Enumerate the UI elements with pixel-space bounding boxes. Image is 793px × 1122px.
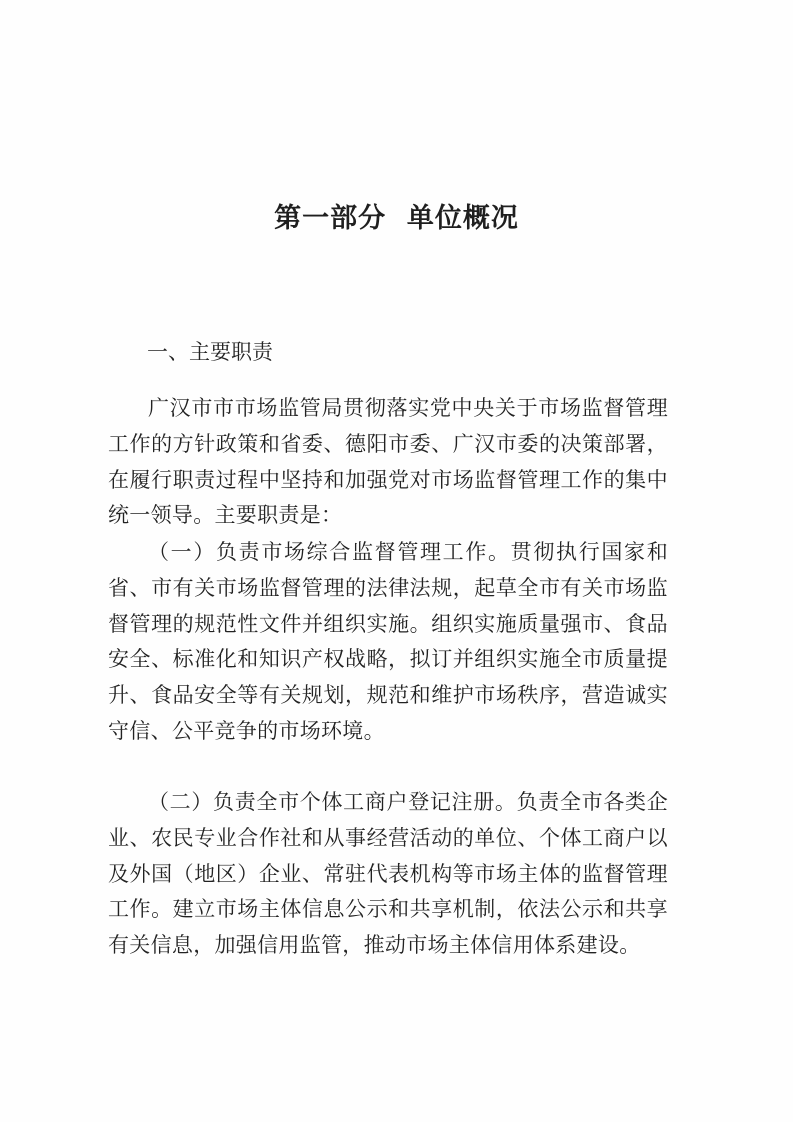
page-title: 第一部分 单位概况 (274, 203, 519, 234)
paragraph-duty-2: （二）负责全市个体工商户登记注册。负责全市各类企业、农民专业合作社和从事经营活动的单位、个体工商户以及外国（地区）企业、常驻代表机构等市场主体的监督管理工作。建立市场主体信息公示和共享机制，依法公示和共享有关信息，加强信用监管，推动市场主体信用体系建设。 (108, 790, 668, 958)
section-heading: 一、主要职责 (147, 340, 273, 364)
paragraph-duty-1: （一）负责市场综合监督管理工作。贯彻执行国家和省、市有关市场监督管理的法律法规，起草全市有关市场监督管理的规范性文件并组织实施。组织实施质量强市、食品安全、标准化和知识产权战略，拟订并组织实施全市质量提升、食品安全等有关规划，规范和维护市场秩序，营造诚实守信、公平竞争的市场环境。 (108, 540, 668, 743)
paragraph-intro: 广汉市市市场监管局贯彻落实党中央关于市场监督管理工作的方针政策和省委、德阳市委、广汉市委的决策部署，在履行职责过程中坚持和加强党对市场监督管理工作的集中统一领导。主要职责是： (108, 396, 668, 528)
